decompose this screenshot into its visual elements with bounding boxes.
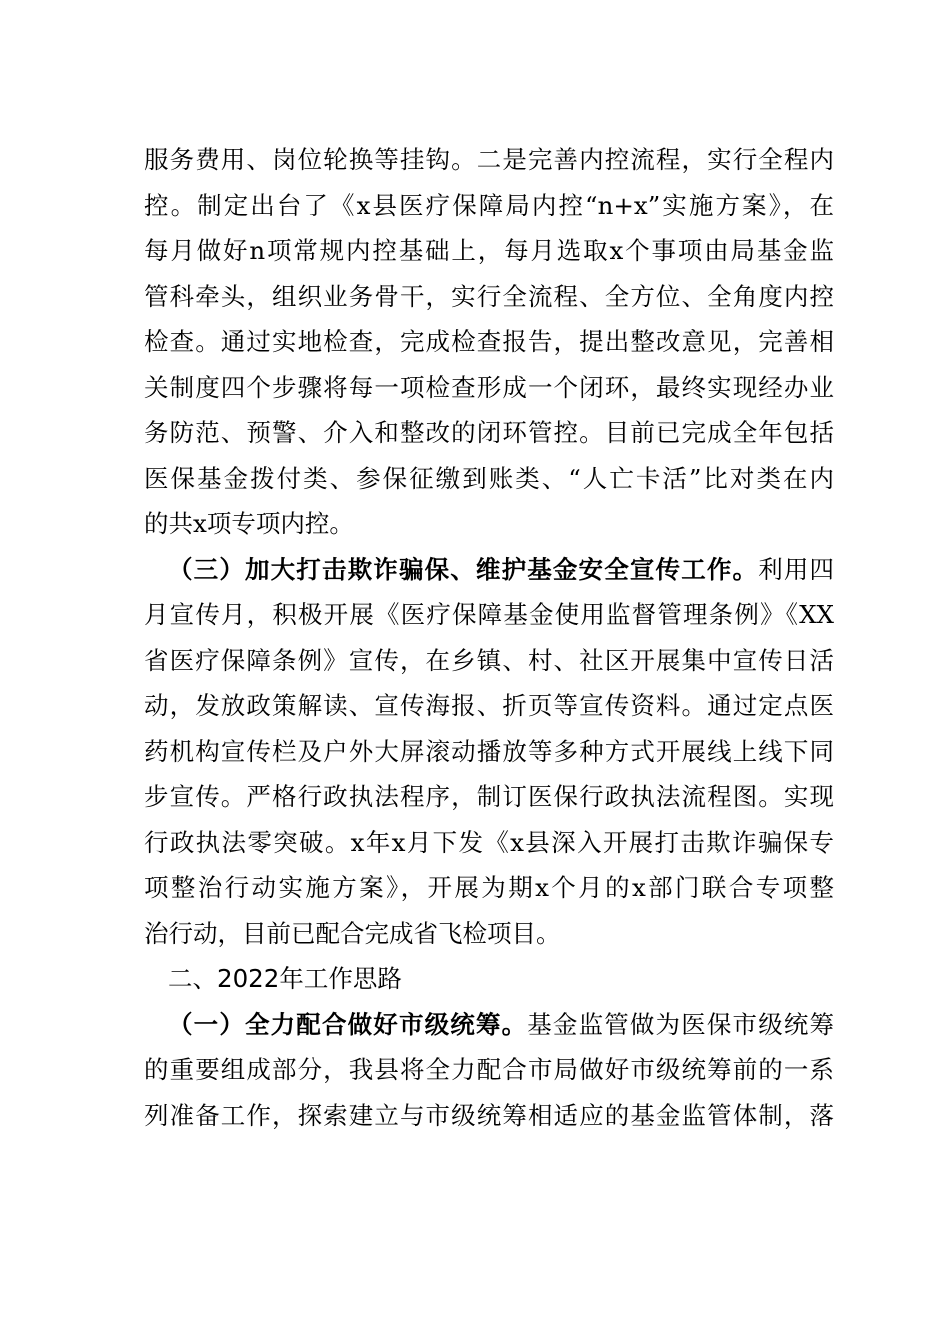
paragraph-line: 的共x项专项内控。: [144, 509, 354, 538]
paragraph-line: 月宣传月，积极开展《医疗保障基金使用监督管理条例》《XX: [144, 600, 834, 629]
section-heading: 二、2022年工作思路: [168, 964, 402, 993]
paragraph-line: 省医疗保障条例》宣传，在乡镇、村、社区开展集中宣传日活: [144, 645, 834, 675]
paragraph-line: 行政执法零突破。x年x月下发《x县深入开展打击欺诈骗保专: [144, 827, 834, 857]
paragraph-text: 基金监管做为医保市级统筹: [527, 1009, 834, 1039]
paragraph-line: 的重要组成部分，我县将全力配合市局做好市级统筹前的一系: [144, 1055, 834, 1084]
paragraph-line: 药机构宣传栏及户外大屏滚动播放等多种方式开展线上线下同: [144, 736, 834, 766]
paragraph-line: 治行动，目前已配合完成省飞检项目。: [144, 918, 561, 948]
paragraph-line: 管科牵头，组织业务骨干，实行全流程、全方位、全角度内控: [144, 281, 834, 311]
paragraph-first-line: [144, 1002, 834, 1048]
paragraph-line: 务防范、预警、介入和整改的闭环管控。目前已完成全年包括: [144, 418, 834, 447]
paragraph-line: 关制度四个步骤将每一项检查形成一个闭环，最终实现经办业: [144, 372, 834, 402]
paragraph-first-line: [144, 547, 834, 593]
paragraph-heading: （三）加大打击欺诈骗保、维护基金安全宣传工作。: [168, 554, 759, 584]
paragraph-line: 控。制定出台了《x县医疗保障局内控“n+x”实施方案》，在: [144, 190, 834, 220]
paragraph-line: 检查。通过实地检查，完成检查报告，提出整改意见，完善相: [144, 327, 834, 356]
paragraph-line: 每月做好n项常规内控基础上，每月选取x个事项由局基金监: [144, 236, 834, 265]
paragraph-heading: （一）全力配合做好市级统筹。: [168, 1009, 528, 1039]
paragraph-line: 步宣传。严格行政执法程序，制订医保行政执法流程图。实现: [144, 782, 834, 811]
paragraph-line: 动，发放政策解读、宣传海报、折页等宣传资料。通过定点医: [144, 691, 834, 720]
document-body: [144, 137, 834, 1138]
paragraph-line: 医保基金拨付类、参保征缴到账类、“人亡卡活”比对类在内: [144, 463, 834, 493]
paragraph-line: 服务费用、岗位轮换等挂钩。二是完善内控流程，实行全程内: [144, 145, 834, 174]
paragraph-line: 项整治行动实施方案》，开展为期x个月的x部门联合专项整: [144, 873, 834, 902]
paragraph-line: 列准备工作，探索建立与市级统筹相适应的基金监管体制，落: [144, 1100, 834, 1130]
paragraph-text: 利用四: [758, 554, 834, 584]
